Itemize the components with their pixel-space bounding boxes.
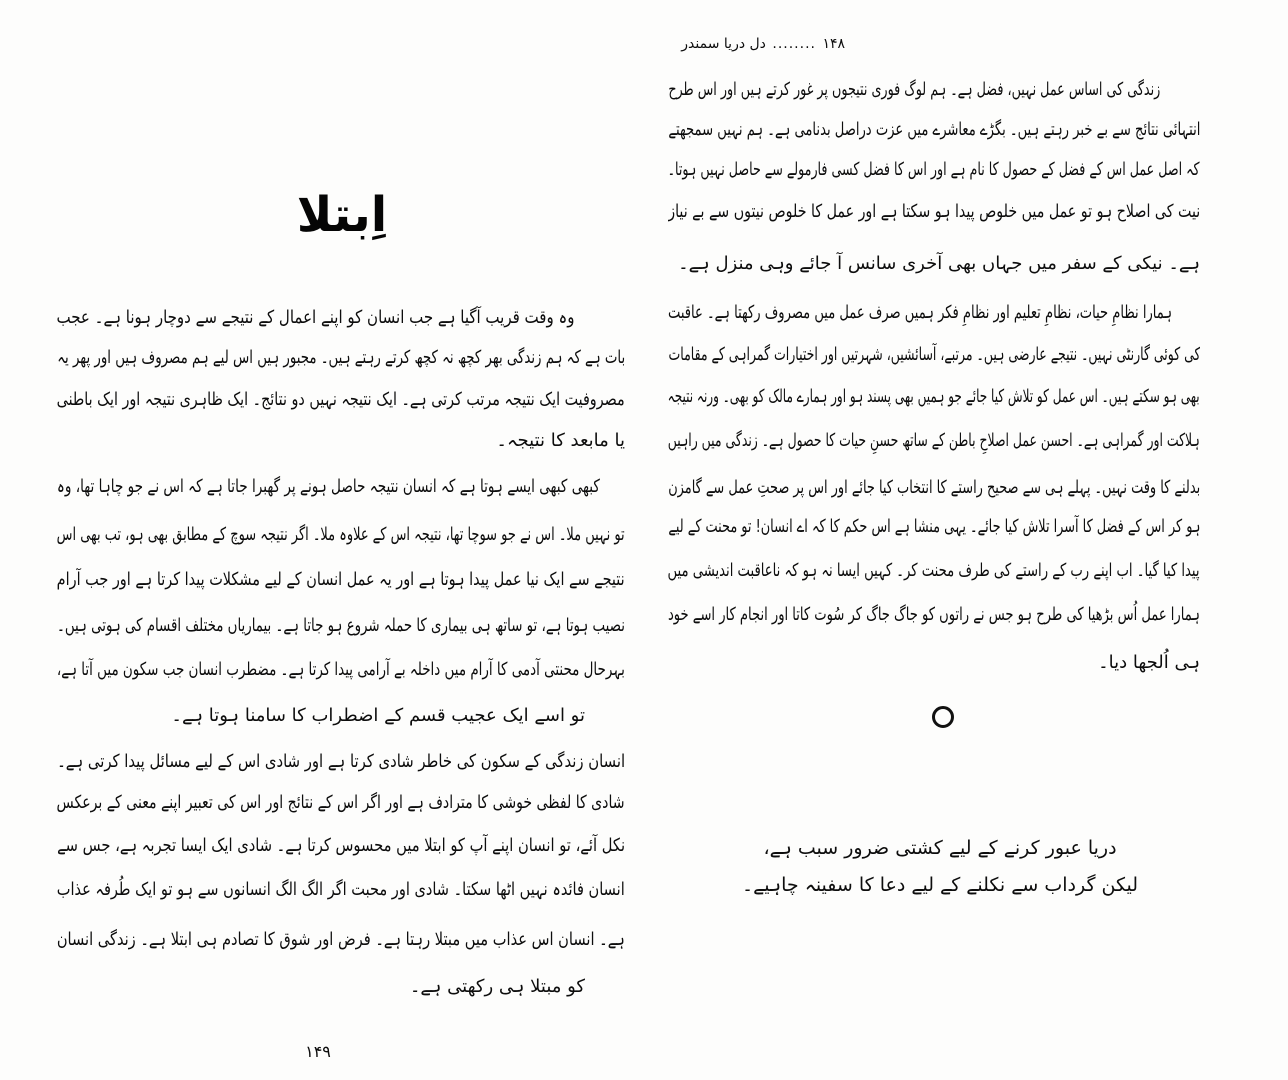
line-text: مصروفیت ایک نتیجہ مرتب کرتی ہے۔ ایک نتیجہ نہیں دو نتائج۔ ایک ظاہری نتیجہ اور ایک باطنی: [57, 389, 625, 410]
text-line: [57, 469, 625, 505]
line-text: وہ وقت قریب آگیا ہے جب انسان کو اپنے اعمال کے نتیجے سے دوچار ہونا ہے۔ عجب: [57, 307, 575, 328]
line-text: انسان زندگی کے سکون کی خاطر شادی کرتا ہے اور شادی اس کے لیے مسائل پیدا کرتی ہے۔: [57, 751, 625, 772]
line-text: کبھی کبھی ایسے ہوتا ہے کہ انسان نتیجہ حاصل ہونے پر گھبرا جاتا ہے کہ اس نے جو چاہا تھا، وہ: [57, 476, 600, 497]
text-line: [668, 295, 1200, 331]
line-text: ہلاکت اور گمراہی ہے۔ احسن عمل اصلاحِ باطن کے ساتھ حسنِ حیات کا حصول ہے۔ زندگی میں راہیں: [668, 430, 1200, 451]
text-line: [668, 645, 1200, 681]
line-text: ہمارا نظامِ حیات، نظامِ تعلیم اور نظامِ فکر ہمیں صرف عمل میں مصروف رکھتا ہے۔ عاقبت: [668, 302, 1172, 323]
page-number: ۱۴۹: [305, 1042, 331, 1061]
text-line: [57, 423, 625, 459]
running-head: [664, 32, 845, 56]
line-text: انتہائی نتائج سے بے خبر رہتے ہیں۔ بگڑے معاشرے میں عزت دراصل بدنامی ہے۔ ہم نہیں سمجھتے: [668, 119, 1200, 140]
text-line: [668, 194, 1200, 230]
text-line: [57, 562, 625, 598]
line-text: شادی کا لفظی خوشی کا مترادف ہے اور اگر اس کے نتائج اور اس کی تعبیر اپنے معنی کے برعکس: [57, 792, 625, 813]
line-text: کو مبتلا ہی رکھتی ہے۔: [409, 976, 585, 997]
text-line: [57, 382, 625, 418]
text-line: [668, 246, 1200, 282]
text-line: [57, 300, 625, 336]
line-text: انسان فائدہ نہیں اٹھا سکتا۔ شادی اور محبت اگر الگ الگ انسانوں سے ہو تو ایک طُرفہ عذاب: [57, 879, 625, 900]
line-text: ہے۔ نیکی کے سفر میں جہاں بھی آخری سانس آ جائے وہی منزل ہے۔: [678, 253, 1200, 274]
line-text: ہے۔ انسان اس عذاب میں مبتلا رہتا ہے۔ فرض اور شوق کا تصادم ہی ابتلا ہے۔ زندگی انسان: [57, 929, 625, 950]
line-text: تو نہیں ملا۔ اس نے جو سوچا تھا، نتیجہ اس کے علاوہ ملا۔ اگر نتیجہ سوچ کے مطابق بھی ہو، تب بھی اس: [57, 524, 625, 545]
text-line: [57, 922, 625, 958]
line-text: تو اسے ایک عجیب قسم کے اضطراب کا سامنا ہوتا ہے۔: [171, 705, 585, 726]
text-line: [57, 785, 625, 821]
line-text: کہ اصل عمل اس کے فضل کے حصول کا نام ہے اور اس کا فضل کسی فارمولے سے حاصل نہیں ہوتا۔: [668, 159, 1200, 180]
text-line: [57, 652, 625, 688]
text-line: [57, 698, 625, 734]
text-line: [57, 608, 625, 644]
line-text: پیدا کیا گیا۔ اب اپنے رب کے راستے کی طرف محنت کر۔ کہیں ایسا نہ ہو کہ ناعاقبت اندیشی میں: [668, 560, 1200, 581]
line-text: بدلنے کا وقت نہیں۔ پہلے ہی سے صحیح راستے کا انتخاب کیا جائے اور اس پر صحتِ عمل سے گامزن: [668, 477, 1200, 498]
text-line: [57, 969, 625, 1005]
quote-line: لیکن گرداب سے نکلنے کے لیے دعا کا سفینہ چاہیے۔: [741, 874, 1139, 896]
text-line: [668, 553, 1200, 589]
line-text: بات ہے کہ ہم زندگی بھر کچھ نہ کچھ کرتے رہتے ہیں۔ مجبور ہیں اس لیے ہم مصروف ہیں اور پھر یہ: [57, 347, 625, 368]
text-line: [57, 744, 625, 780]
text-line: [668, 509, 1200, 545]
chapter-title: اِبتلا: [296, 187, 388, 243]
text-line: [668, 152, 1200, 188]
line-text: ہو کر اس کے فضل کا آسرا تلاش کیا جائے۔ یہی منشا ہے اس حکم کا کہ اے انسان! تو محنت کے لیے: [668, 516, 1200, 537]
line-text: کی کوئی گارنٹی نہیں۔ نتیجے عارضی ہیں۔ مرتبے، آسائشیں، شہرتیں اور اختیارات گمراہی کے مقامات: [668, 344, 1200, 365]
right-page: [644, 0, 1288, 1080]
line-text: زندگی کی اساس عمل نہیں، فضل ہے۔ ہم لوگ فوری نتیجوں پر غور کرتے ہیں اور اس طرح: [668, 79, 1160, 100]
line-text: نصیب ہوتا ہے، تو ساتھ ہی بیماری کا حملہ شروع ہو جاتا ہے۔ بیماریاں مختلف اقسام کی ہوتی ہیں۔: [57, 615, 625, 636]
text-line: [668, 597, 1200, 633]
line-text: بہرحال محنتی آدمی کا آرام میں داخلہ بے آرامی پیدا کرتا ہے۔ مضطرب انسان جب سکون میں آتا ہے،: [57, 659, 625, 680]
line-text: نکل آئے، تو انسان اپنے آپ کو ابتلا میں محسوس کرتا ہے۔ شادی ایک ایسا تجربہ ہے، جس سے: [57, 835, 625, 856]
circle-ornament-icon: [932, 706, 954, 728]
text-line: [668, 72, 1200, 108]
line-text: ہمارا عمل اُس بڑھیا کی طرح ہو جس نے راتوں کو جاگ جاگ کر سُوت کاتا اور انجام کار اسے خود: [668, 604, 1200, 625]
quote-line: دریا عبور کرنے کے لیے کشتی ضرور سبب ہے،: [763, 837, 1117, 859]
line-text: یا مابعد کا نتیجہ۔: [496, 430, 625, 451]
line-text: ہی اُلجھا دیا۔: [1098, 652, 1200, 673]
line-text: بھی ہو سکتے ہیں۔ اس عمل کو تلاش کیا جائے جو ہمیں بھی پسند ہو اور ہمارے مالک کو بھی۔ ورنہ نتیجہ: [668, 386, 1200, 407]
dot-leader: ........: [772, 36, 816, 52]
page-number: ۱۴۸: [822, 36, 845, 52]
text-line: [668, 112, 1200, 148]
text-line: [57, 517, 625, 553]
text-line: [668, 337, 1200, 373]
line-text: نتیجے سے ایک نیا عمل پیدا ہوتا ہے اور یہ عمل انسان کے لیے مشکلات پیدا کرتا ہے اور جب آرام: [57, 569, 625, 590]
text-line: [668, 379, 1200, 415]
text-line: [57, 872, 625, 908]
text-line: [57, 828, 625, 864]
text-line: [668, 470, 1200, 506]
text-line: [668, 423, 1200, 459]
book-title: دل دریا سمندر: [681, 36, 766, 52]
text-line: [57, 340, 625, 376]
line-text: نیت کی اصلاح ہو تو عمل میں خلوص پیدا ہو سکتا ہے اور عمل کا خلوص نیتوں سے بے نیاز: [668, 201, 1200, 222]
